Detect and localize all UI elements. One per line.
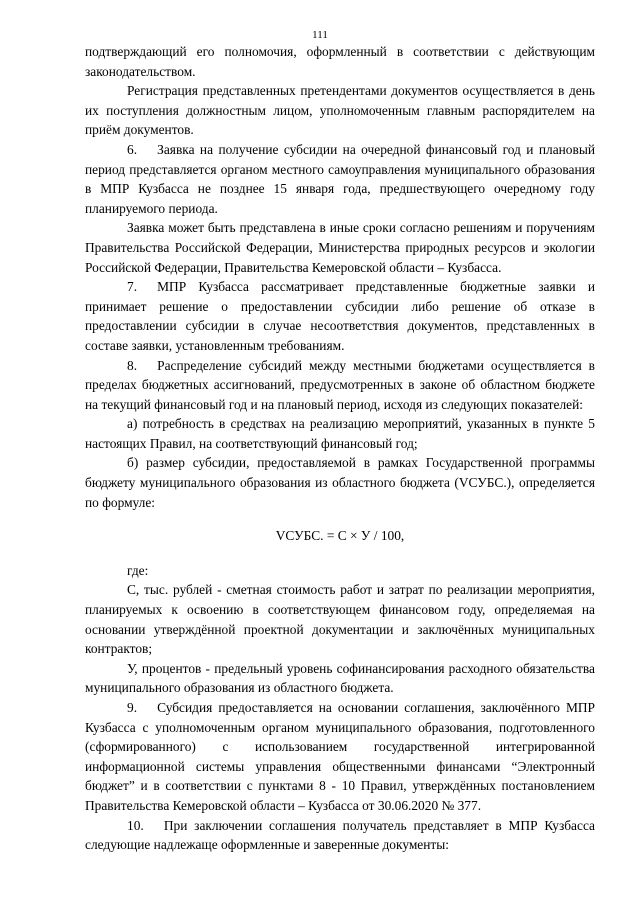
paragraph-item-9: 9. Субсидия предоставляется на основании соглашения, заключённого МПР Кузбасса с уполномоченным органом муниципального образования, подготовленного (сформированного) с использованием государственной интегрированной информационной системы управления общественными финансами “Электронный бюджет” и в соответствии с пунктами 8 - 10 Правил, утверждённых постановлением Правительства Кемеровской области – Кузбасса от 30.06.2020 № 377.: [85, 700, 595, 813]
paragraph-item-10: 10. При заключении соглашения получатель представляет в МПР Кузбасса следующие надлежаще оформленные и заверенные документы:: [85, 817, 595, 853]
paragraph-authority-continuation: подтверждающий его полномочия, оформленный в соответствии с действующим законодательством.: [85, 44, 595, 79]
paragraph-item-8b: б) размер субсидии, предоставляемой в рамках Государственной программы бюджету муниципального образования из областного бюджета (VСУБС.), определяется по формуле:: [85, 455, 595, 510]
paragraph-other-terms: Заявка может быть представлена в иные сроки согласно решениям и поручениям Правительства Российской Федерации, Министерства природных ресурсов и экологии Российской Федерации, Правительства Кемеровской области – Кузбасса.: [85, 220, 595, 275]
paragraph-where: где:: [127, 562, 149, 578]
paragraph-item-7: 7. МПР Кузбасса рассматривает представленные бюджетные заявки и принимает решение о предоставлении субсидии либо решение об отказе в предоставлении субсидии в случае несоответствия документов, представленных в составе заявки, установленным требованиям.: [85, 279, 595, 353]
page-number: 111: [312, 29, 328, 41]
subsidy-formula: VСУБС. = С × У / 100,: [275, 528, 405, 544]
paragraph-registration: Регистрация представленных претендентами документов осуществляется в день их поступления должностным лицом, уполномоченным главным распорядителем на приём документов.: [85, 83, 595, 138]
paragraph-definition-c: С, тыс. рублей - сметная стоимость работ и затрат по реализации мероприятия, планируемых к освоению в соответствующем финансовом году, определяемая на основании утверждённой проектной документации и заключённых муниципальных контрактов;: [85, 582, 595, 657]
paragraph-item-8a: а) потребность в средствах на реализацию мероприятий, указанных в пункте 5 настоящих Правил, на соответствующий финансовый год;: [85, 416, 595, 451]
document-body: [85, 42, 595, 855]
paragraph-item-8: 8. Распределение субсидий между местными бюджетами осуществляется в пределах бюджетных ассигнований, предусмотренных в законе об областном бюджете на текущий финансовый год и на плановый период, исходя из следующих показателей:: [85, 357, 595, 412]
paragraph-item-6: 6. Заявка на получение субсидии на очередной финансовый год и плановый период представляется органом местного самоуправления муниципального образования в МПР Кузбасса не позднее 15 января года, предшествующего очередному году планируемого периода.: [85, 141, 595, 216]
paragraph-definition-u: У, процентов - предельный уровень софинансирования расходного обязательства муниципального образования из областного бюджета.: [85, 660, 595, 696]
